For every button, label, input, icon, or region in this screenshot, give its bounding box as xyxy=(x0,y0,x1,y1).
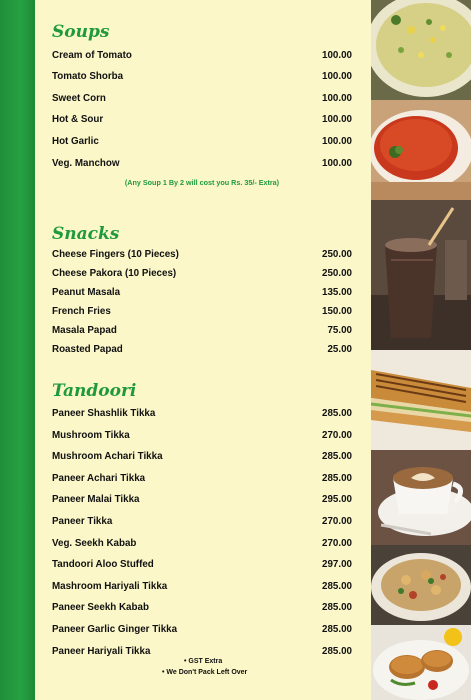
item-name: Hot & Sour xyxy=(52,113,104,125)
soups-heading: Soups xyxy=(52,22,110,42)
menu-row xyxy=(52,264,352,282)
item-price: 285.00 xyxy=(322,472,352,484)
item-price: 285.00 xyxy=(322,580,352,592)
menu-row xyxy=(52,620,352,638)
photo-column xyxy=(371,0,471,700)
gst-note: • GST Extra xyxy=(184,658,223,665)
footer-notes xyxy=(150,656,280,678)
item-price: 135.00 xyxy=(322,286,352,298)
item-name: Mushroom Achari Tikka xyxy=(52,450,163,462)
item-name: Tomato Shorba xyxy=(52,70,124,82)
item-name: Roasted Papad xyxy=(52,343,123,355)
item-name: Cream of Tomato xyxy=(52,49,132,61)
item-price: 75.00 xyxy=(327,324,352,336)
item-price: 295.00 xyxy=(322,493,352,505)
item-price: 270.00 xyxy=(322,429,352,441)
item-price: 270.00 xyxy=(322,515,352,527)
coffee-photo xyxy=(371,450,471,545)
menu-row xyxy=(52,283,352,301)
item-price: 270.00 xyxy=(322,537,352,549)
item-price: 100.00 xyxy=(322,70,352,82)
tikki-plate-photo xyxy=(371,625,471,700)
item-name: Paneer Tikka xyxy=(52,515,113,527)
menu-row xyxy=(52,340,352,358)
item-name: Masala Papad xyxy=(52,324,117,336)
item-name: Paneer Seekh Kabab xyxy=(52,601,149,613)
item-name: Paneer Achari Tikka xyxy=(52,472,146,484)
menu-row xyxy=(52,512,352,530)
item-price: 100.00 xyxy=(322,135,352,147)
menu-row xyxy=(52,321,352,339)
menu-row xyxy=(52,426,352,444)
tomato-soup-photo xyxy=(371,100,471,200)
menu-row xyxy=(52,577,352,595)
item-price: 150.00 xyxy=(322,305,352,317)
item-price: 285.00 xyxy=(322,645,352,657)
item-price: 285.00 xyxy=(322,407,352,419)
item-name: Paneer Shashlik Tikka xyxy=(52,407,156,419)
item-name: Paneer Hariyali Tikka xyxy=(52,645,151,657)
item-price: 285.00 xyxy=(322,601,352,613)
item-name: Paneer Garlic Ginger Tikka xyxy=(52,623,178,635)
item-name: Veg. Manchow xyxy=(52,157,120,169)
item-price: 100.00 xyxy=(322,49,352,61)
item-price: 250.00 xyxy=(322,248,352,260)
menu-row xyxy=(52,46,352,64)
menu-row xyxy=(52,469,352,487)
item-name: Sweet Corn xyxy=(52,92,106,104)
item-name: Paneer Malai Tikka xyxy=(52,493,140,505)
menu-row xyxy=(52,534,352,552)
menu-row xyxy=(52,555,352,573)
item-price: 100.00 xyxy=(322,92,352,104)
corn-soup-photo xyxy=(371,0,471,100)
item-name: French Fries xyxy=(52,305,111,317)
snack-bowl-photo xyxy=(371,545,471,625)
item-name: Veg. Seekh Kabab xyxy=(52,537,137,549)
item-price: 285.00 xyxy=(322,623,352,635)
item-price: 100.00 xyxy=(322,157,352,169)
item-name: Mushroom Tikka xyxy=(52,429,130,441)
item-price: 297.00 xyxy=(322,558,352,570)
item-price: 25.00 xyxy=(327,343,352,355)
menu-row xyxy=(52,598,352,616)
packing-note: • We Don't Pack Left Over xyxy=(162,669,248,676)
menu-row xyxy=(52,245,352,263)
item-price: 100.00 xyxy=(322,113,352,125)
item-price: 285.00 xyxy=(322,450,352,462)
item-name: Peanut Masala xyxy=(52,286,121,298)
menu-row xyxy=(52,67,352,85)
menu-row xyxy=(52,89,352,107)
snacks-heading: Snacks xyxy=(52,224,120,244)
menu-row xyxy=(52,447,352,465)
item-name: Cheese Pakora (10 Pieces) xyxy=(52,267,177,279)
item-name: Hot Garlic xyxy=(52,135,99,147)
menu-row xyxy=(52,132,352,150)
tandoori-heading: Tandoori xyxy=(52,381,137,401)
menu-row xyxy=(52,404,352,422)
chocolate-shake-photo xyxy=(371,200,471,350)
item-price: 250.00 xyxy=(322,267,352,279)
menu-row xyxy=(52,302,352,320)
sandwich-photo xyxy=(371,350,471,450)
green-side-stripe xyxy=(0,0,35,700)
menu-row xyxy=(52,154,352,172)
menu-row xyxy=(52,110,352,128)
item-name: Mashroom Hariyali Tikka xyxy=(52,580,168,592)
item-name: Cheese Fingers (10 Pieces) xyxy=(52,248,179,260)
soup-note: (Any Soup 1 By 2 will cost you Rs. 35/- Extra) xyxy=(124,178,280,187)
menu-row xyxy=(52,490,352,508)
item-name: Tandoori Aloo Stuffed xyxy=(52,558,154,570)
